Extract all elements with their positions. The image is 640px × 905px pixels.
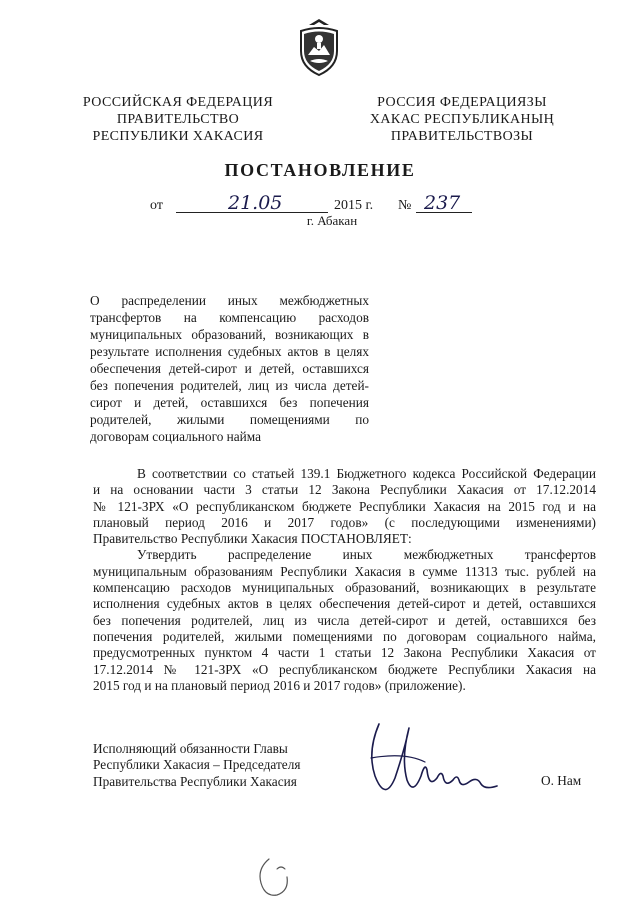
subject-line: результате исполнения судебных актов в целях <box>90 344 369 359</box>
body-line: Утвердить распределение иных межбюджетных трансфертов <box>137 547 596 563</box>
subject-line: муниципальных образований, возникающих в <box>90 327 369 342</box>
subject-line: обеспечения детей-сирот и детей, оставшихся <box>90 361 369 376</box>
signatory-position-line: Республики Хакасия – Председателя <box>93 757 301 773</box>
signatory-position-line: Исполняющий обязанности Главы <box>93 741 288 756</box>
header-right-khakas <box>364 94 560 145</box>
body-line: муниципальным образованиям Республики Хакасия в сумме 11313 тыс. рублей на <box>93 563 596 579</box>
body-line: попечения родителей, жилыми помещениями по договорам социального найма, <box>93 628 596 644</box>
body-line: и на основании части 3 статьи 12 Закона Республики Хакасия от 17.12.2014 <box>93 482 596 498</box>
body-line: 2015 год и на плановый период 2016 и 2017 годов» (приложение). <box>93 677 466 693</box>
date-handwritten: 21.05 <box>228 192 283 214</box>
header-right-line: РОССИЯ ФЕДЕРАЦИЯЗЫ <box>377 95 547 110</box>
subject-line: сирот и детей, оставшихся без попечения <box>90 395 369 410</box>
body-line: компенсацию расходов муниципальных образований, возникающих в результате <box>93 580 596 596</box>
document-subject <box>90 292 369 445</box>
number-handwritten: 237 <box>424 192 461 214</box>
body-line: 17.12.2014 № 121-ЗРХ «О республиканском бюджете Республики Хакасия на <box>93 661 596 677</box>
body-line: предусмотренных пунктом 4 части 1 статьи 12 Закона Республики Хакасия от <box>93 645 596 661</box>
number-label: № <box>398 198 412 213</box>
subject-line: без попечения родителей, лиц из числа детей- <box>90 378 369 393</box>
signatory-position-line: Правительства Республики Хакасия <box>93 773 297 789</box>
signatory-name: О. Нам <box>541 773 582 788</box>
header-right-line: ПРАВИТЕЛЬСТВОЗЫ <box>390 129 534 144</box>
handwritten-page-mark-icon <box>247 855 299 905</box>
header-left-line: ПРАВИТЕЛЬСТВО <box>116 112 240 127</box>
body-line: исполнения судебных актов в целях обеспечения детей-сирот и детей, оставшихся <box>93 596 596 612</box>
from-label: от <box>150 198 163 213</box>
handwritten-signature-icon <box>365 718 505 810</box>
body-line: № 121-ЗРХ «О республиканском бюджете Республики Хакасия на 2015 год и на <box>93 498 596 514</box>
body-line: плановый период 2016 и 2017 годов» (с последующими изменениями) <box>93 514 596 530</box>
year-label: 2015 г. <box>334 198 374 213</box>
subject-line: договорам социального найма <box>90 429 262 444</box>
subject-line: О распределении иных межбюджетных <box>90 293 369 308</box>
signatory-position <box>93 741 333 790</box>
header-left-line: РОССИЙСКАЯ ФЕДЕРАЦИЯ <box>82 95 274 110</box>
coat-of-arms-emblem-icon <box>296 17 342 77</box>
city: г. Абакан <box>306 213 358 228</box>
body-line: Правительство Республики Хакасия ПОСТАНОВЛЯЕТ: <box>93 531 412 547</box>
document-body <box>93 466 596 694</box>
subject-line: родителей, жилыми помещениями по <box>90 412 369 427</box>
document-title: ПОСТАНОВЛЕНИЕ <box>224 160 416 180</box>
header-right-line: ХАКАС РЕСПУБЛИКАНЫҢ <box>369 112 555 127</box>
header-left-ru <box>80 94 276 145</box>
subject-line: трансфертов на компенсацию расходов <box>90 310 369 325</box>
header-left-line: РЕСПУБЛИКИ ХАКАСИЯ <box>92 129 264 144</box>
body-line: без попечения родителей, лиц из числа детей-сирот и детей, оставшихся без <box>93 612 596 628</box>
body-line: В соответствии со статьей 139.1 Бюджетного кодекса Российской Федерации <box>137 466 596 481</box>
